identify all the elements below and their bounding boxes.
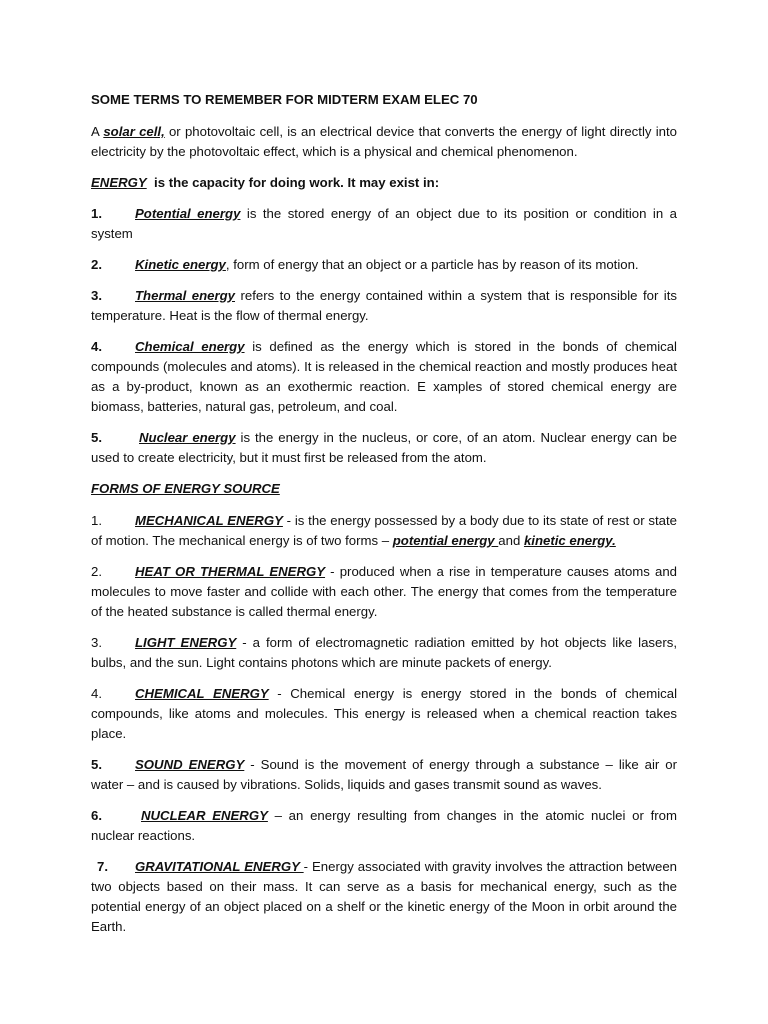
energy-form-term: GRAVITATIONAL ENERGY — [135, 859, 304, 874]
energy-form-text: - Energy associated with gravity involves the attraction between two objects based on their mass. It can serve as a basis for mechanical energy, such as the potential energy of an object placed on a shelf or the kinetic energy of the Moon in orbit around the Earth. — [91, 859, 677, 934]
energy-form-term: MECHANICAL ENERGY — [135, 513, 283, 528]
energy-form-term: HEAT OR THERMAL ENERGY — [135, 564, 326, 579]
connector-text: and — [498, 533, 524, 548]
energy-definition — [91, 173, 677, 193]
energy-type-text: is defined as the energy which is stored in the bonds of chemical compounds (molecules and atoms). It is released in the chemical reaction and mostly produces heat as a by-product, known as an exothermic reaction. E xamples of stored chemical energy are biomass, batteries, natural gas, petroleum, and coal. — [91, 339, 677, 414]
energy-type-item — [91, 204, 677, 244]
energy-type-term: Chemical energy — [135, 339, 245, 354]
document-page — [91, 90, 677, 948]
energy-type-term: Thermal energy — [135, 288, 236, 303]
item-number: 5. — [91, 757, 102, 772]
item-number: 3. — [91, 635, 102, 650]
energy-definition-text: is the capacity for doing work. It may exist in: — [146, 175, 440, 190]
item-number: 1. — [91, 513, 102, 528]
solar-cell-paragraph — [91, 122, 677, 162]
energy-type-item — [91, 428, 677, 468]
intro-pre: A — [91, 124, 104, 139]
solar-cell-term: solar cell, — [103, 124, 165, 139]
energy-form-term: LIGHT ENERGY — [135, 635, 237, 650]
item-number: 3. — [91, 288, 102, 303]
energy-form-item — [91, 633, 677, 673]
item-number: 7. — [97, 859, 108, 874]
energy-type-term: Potential energy — [135, 206, 241, 221]
energy-type-item — [91, 286, 677, 326]
energy-type-text: is the energy in the nucleus, or core, of an atom. Nuclear energy can be used to create electricity, but it must first be released from the atom. — [91, 430, 677, 465]
document-title: SOME TERMS TO REMEMBER FOR MIDTERM EXAM ELEC 70 — [91, 92, 478, 107]
energy-form-term: SOUND ENERGY — [135, 757, 245, 772]
energy-form-term: CHEMICAL ENERGY — [135, 686, 269, 701]
forms-heading: FORMS OF ENERGY SOURCE — [91, 481, 280, 496]
potential-energy-term: potential energy — [392, 533, 499, 548]
energy-form-text: - Chemical energy is energy stored in the bonds of chemical compounds, like atoms and molecules. This energy is released when a chemical reaction takes place. — [91, 686, 677, 741]
energy-form-item — [91, 684, 677, 744]
item-number: 4. — [91, 339, 102, 354]
energy-form-term: NUCLEAR ENERGY — [141, 808, 268, 823]
energy-type-item — [91, 255, 677, 275]
energy-type-text: , form of energy that an object or a particle has by reason of its motion. — [225, 257, 639, 272]
energy-type-item — [91, 337, 677, 417]
item-number: 4. — [91, 686, 102, 701]
item-number: 6. — [91, 808, 102, 823]
energy-form-text: - is the energy possessed by a body due to its state of rest or state of motion. The mechanical energy is of two forms – — [91, 513, 677, 548]
energy-form-text: – an energy resulting from changes in the atomic nuclei or from nuclear reactions. — [91, 808, 677, 843]
intro-text: or photovoltaic cell, is an electrical device that converts the energy of light directly into electricity by the photovoltaic effect, which is a physical and chemical phenomenon. — [91, 124, 677, 159]
item-number: 2. — [91, 564, 102, 579]
energy-type-text: refers to the energy contained within a system that is responsible for its temperature. Heat is the flow of thermal energy. — [91, 288, 677, 323]
energy-type-text: is the stored energy of an object due to its position or condition in a system — [91, 206, 677, 241]
energy-term: ENERGY — [91, 175, 147, 190]
energy-type-term: Nuclear energy — [139, 430, 236, 445]
item-number: 2. — [91, 257, 102, 272]
energy-form-text: - Sound is the movement of energy through a substance – like air or water – and is caused by vibrations. Solids, liquids and gases transmit sound as waves. — [91, 757, 678, 792]
item-number: 5. — [91, 430, 102, 445]
energy-form-item — [91, 511, 677, 551]
energy-form-item — [91, 857, 677, 937]
energy-form-text: - a form of electromagnetic radiation emitted by hot objects like lasers, bulbs, and the sun. Light contains photons which are minute packets of energy. — [91, 635, 677, 670]
energy-form-item — [91, 806, 677, 846]
energy-form-item — [91, 755, 677, 795]
energy-form-text: - produced when a rise in temperature causes atoms and molecules to move faster and collide with each other. The energy that comes from the temperature of the heated substance is called thermal energy. — [91, 564, 678, 619]
energy-form-item — [91, 562, 677, 622]
energy-type-term: Kinetic energy — [135, 257, 226, 272]
item-number: 1. — [91, 206, 102, 221]
kinetic-energy-term: kinetic energy. — [523, 533, 616, 548]
